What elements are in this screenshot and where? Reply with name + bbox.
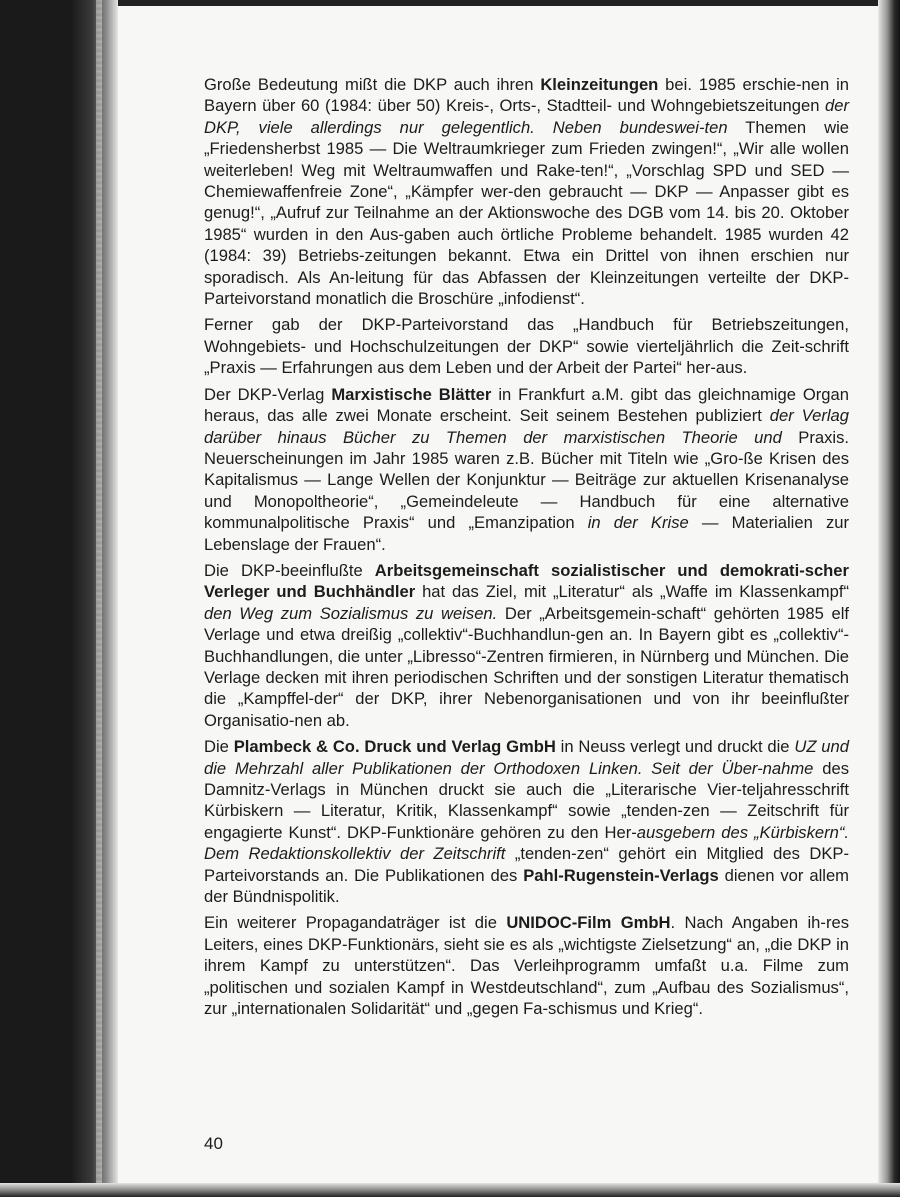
document-page	[118, 6, 878, 1183]
text-run: Große Bedeutung mißt die DKP auch ihren	[204, 75, 541, 94]
italic-run: in der Krise	[587, 513, 689, 533]
paragraph	[204, 384, 849, 555]
text-run: Ferner gab der DKP-Parteivorstand das „Handbuch für Betriebszeitungen, Wohngebiets- und Hochschulzeitungen der DKP“ sowie vierteljährlich die Zeit-schrift „Praxis — Erfahrungen aus dem Leben und der Arbeit der Partei“ her-aus.	[204, 315, 849, 378]
text-run: Der „Arbeitsgemein-schaft“ gehörten 1985 elf Verlage und etwa dreißig „collektiv“-Buchhandlun-gen an. In Bayern gibt es „collektiv“- Buchhandlungen, die unter „Libresso“-Zentren firmieren, in Nürnberg und München. Die Verlage decken mit ihren periodischen Schriften und der sonstigen Literatur thematisch die „Kampffel-der“ der DKP, ihrer Nebenorganisationen und von ihr beeinflußter Organisatio-nen ab.	[204, 603, 849, 730]
italic-run: UZ und die Mehrzahl aller Publikationen der Orthodoxen Linken. Seit der Über-nahme	[204, 737, 849, 778]
text-run: Themen wie „Friedensherbst 1985 — Die Weltraumkrieger zum Frieden zwingen!“, „Wir alle wollen weiterleben! Weg mit Weltraumwaffen und Rake-ten!“, „Vorschlag SPD und SED — Chemiewaffenfreie Zone“, „Kämpfer wer-den gebraucht — DKP — Anpasser gibt es genug!“, „Aufruf zur Teilnahme an der Aktionswoche des DGB vom 14. bis 20. Oktober 1985“ wurden in den Aus-gaben auch örtliche Probleme behandelt. 1985 wurden 42 (1984: 39) Betriebs-zeitungen bekannt. Etwa ein Drittel von ihnen erschien nur sporadisch. Als An-leitung für das Abfassen der Kleinzeitungen verteilte der DKP-Parteivorstand monatlich die Broschüre „infodienst“.	[204, 117, 849, 309]
bold-term: Kleinzeitungen	[540, 75, 659, 94]
text-run: dienen vor allem der Bündnispolitik.	[204, 865, 849, 907]
bold-term: Pahl-Rugenstein-Verlags	[523, 865, 719, 885]
page-body	[204, 74, 849, 1024]
italic-run: den Weg zum Sozialismus zu weisen.	[204, 603, 498, 623]
paragraph	[204, 74, 849, 309]
paragraph	[204, 560, 849, 731]
bold-term: Marxistische Blätter	[331, 384, 492, 404]
text-run: Praxis. Neuerscheinungen im Jahr 1985 waren z.B. Bücher mit Titeln wie „Gro-ße Krisen des Kapitalismus — Lange Wellen der Konjunktur — Beiträge zur aktuellen Krisenanalyse und Monopoltheorie“, „Gemeindeleute — Handbuch für eine alternative kommunalpolitische Praxis“ und „Emanzipation	[204, 427, 849, 533]
text-run: Die DKP-beeinflußte	[204, 560, 375, 580]
italic-run: der DKP, viele allerdings nur gelegentlich. Neben bundeswei-ten	[204, 96, 849, 137]
text-run: bei. 1985 erschie-nen in Bayern über 60 (1984: über 50) Kreis-, Orts-, Stadtteil- und Wohngebietszeitungen	[204, 75, 849, 116]
bold-term: UNIDOC-Film GmbH	[506, 913, 671, 933]
paragraph	[204, 912, 849, 1019]
text-run: Der DKP-Verlag	[204, 384, 332, 404]
scan-binding-edge	[0, 0, 118, 1197]
text-run: Ein weiterer Propagandaträger ist die	[204, 913, 507, 933]
text-run: Die	[204, 737, 234, 757]
text-run: in Frankfurt a.M. gibt das gleichnamige Organ heraus, das alle zwei Monate erscheint. Seit seinem Bestehen publiziert	[204, 384, 849, 426]
italic-run: ausgebern des „Kürbiskern“. Dem Redaktionskollektiv der Zeitschrift	[204, 822, 849, 864]
bold-term: Arbeitsgemeinschaft sozialistischer und demokrati-scher Verleger und Buchhändler	[204, 560, 849, 602]
page-number: 40	[204, 1134, 223, 1153]
paragraph	[204, 314, 849, 378]
italic-run: der Verlag darüber hinaus Bücher zu Themen der marxistischen Theorie und	[204, 406, 849, 447]
text-run: „tenden-zen“ gehört ein Mitglied des DKP-Parteivorstands an. Die Publikationen des	[204, 844, 849, 885]
text-run: . Nach Angaben ih-res Leiters, eines DKP-Funktionärs, sieht sie es als „wichtigste Zielsetzung“ an, „die DKP in ihrem Kampf zu unterstützen“. Das Verleihprogramm umfaßt u.a. Filme zum „politischen und sozialen Kampf in Westdeutschland“, zum „Aufbau des Sozialismus“, zur „internationalen Solidarität“ und „gegen Fa-schismus und Krieg“.	[204, 913, 849, 1019]
text-run: hat das Ziel, mit „Literatur“ als „Waffe im Klassenkampf“	[415, 582, 849, 602]
text-run: in Neuss verlegt und druckt die	[555, 737, 795, 757]
scan-right-edge	[878, 0, 900, 1197]
text-run: — Materialien zur Lebenslage der Frauen“.	[204, 513, 849, 554]
bold-term: Plambeck & Co. Druck und Verlag GmbH	[233, 737, 556, 757]
text-run: des Damnitz-Verlags in München druckt sie auch die „Literarische Vier-teljahresschrift Kürbiskern — Literatur, Kritik, Klassenkampf“ sowie „tenden-zen — Zeitschrift für engagierte Kunst“. DKP-Funktionäre gehören zu den Her-	[204, 758, 849, 842]
paragraph	[204, 736, 849, 907]
scan-bottom-edge	[0, 1183, 900, 1197]
